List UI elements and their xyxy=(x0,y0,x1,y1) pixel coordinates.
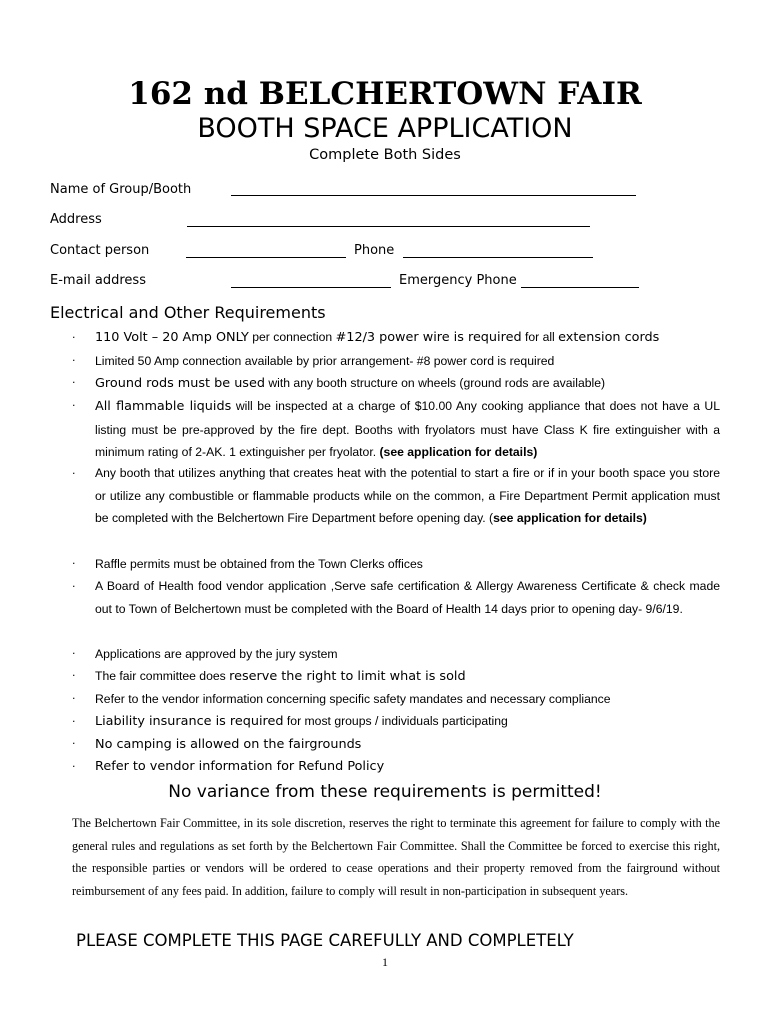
group-booth-label: Name of Group/Booth xyxy=(50,182,192,197)
phone-label: Phone xyxy=(354,243,395,258)
address-field[interactable] xyxy=(187,226,590,227)
req-ground-rods: Ground rods must be used with any booth structure on wheels (ground rods are available) xyxy=(95,376,606,391)
bullet: · xyxy=(72,669,76,682)
bullet: · xyxy=(72,331,76,344)
req-electrical: 110 Volt – 20 Amp ONLY per connection #12/3 power wire is required for all extension cords xyxy=(95,330,660,345)
email-label: E-mail address xyxy=(50,273,146,288)
bullet: · xyxy=(72,737,76,750)
req-50-amp: Limited 50 Amp connection available by prior arrangement- #8 power cord is required xyxy=(95,354,555,368)
bullet: · xyxy=(72,760,76,773)
bullet: · xyxy=(72,376,76,389)
phone-field[interactable] xyxy=(403,257,593,258)
complete-instruction: PLEASE COMPLETE THIS PAGE CAREFULLY AND COMPLETELY xyxy=(76,931,574,950)
disclaimer-paragraph: The Belchertown Fair Committee, in its sole discretion, reserves the right to terminate this agreement for failure to comply with the general rules and regulations as set forth by the Belchertown Fair Committee. Shall the Committee be forced to exercise this right, the responsible parties or vendors will be ordered to cease operations and their property removed from the fairground without reimbursement of any fees paid. In addition, failure to comply will result in non-participation in subsequent years. xyxy=(72,816,720,898)
contact-person-label: Contact person xyxy=(50,243,150,258)
fair-title: 162 nd BELCHERTOWN FAIR xyxy=(128,76,642,112)
req-jury-system: Applications are approved by the jury system xyxy=(95,647,338,661)
emergency-phone-label: Emergency Phone xyxy=(399,273,517,288)
group-booth-field[interactable] xyxy=(231,195,636,196)
page-number: 1 xyxy=(382,955,388,969)
bullet: · xyxy=(72,354,76,367)
emergency-phone-field[interactable] xyxy=(521,287,639,288)
req-refund-policy: Refer to vendor information for Refund Policy xyxy=(95,759,385,774)
no-variance-notice: No variance from these requirements is permitted! xyxy=(168,782,602,802)
requirements-heading: Electrical and Other Requirements xyxy=(50,303,326,322)
bullet: · xyxy=(72,692,76,705)
bullet: · xyxy=(72,580,76,593)
bullet: · xyxy=(72,557,76,570)
req-fire-permit: Any booth that utilizes anything that creates heat with the potential to start a fire or if in your booth space you store or utilize any combustible or flammable products while on the common, a Fire Department Permit application must be completed with the Belchertown Fire Department before opening day. (see application for details) xyxy=(95,466,720,525)
bullet: · xyxy=(72,467,76,480)
email-field[interactable] xyxy=(231,287,391,288)
req-no-camping: No camping is allowed on the fairgrounds xyxy=(95,737,362,752)
req-limit-sold: The fair committee does reserve the right to limit what is sold xyxy=(95,669,466,684)
req-flammable-liquids: All flammable liquids will be inspected at a charge of $10.00 Any cooking appliance that does not have a UL listing must be pre-approved by the fire dept. Booths with fryolators must have Class K fire extinguisher with a minimum rating of 2-AK. 1 extinguisher per fryolator. (see application for details) xyxy=(95,399,720,459)
req-board-of-health: A Board of Health food vendor application ,Serve safe certification & Allergy Awareness Certificate & check made out to Town of Belchertown must be completed with the Board of Health 14 days prior to opening day- 9/6/19. xyxy=(95,579,720,616)
req-liability-insurance: Liability insurance is required for most groups / individuals participating xyxy=(95,714,508,729)
form-note: Complete Both Sides xyxy=(309,147,461,163)
req-safety-mandates: Refer to the vendor information concerning specific safety mandates and necessary compliance xyxy=(95,692,611,706)
bullet: · xyxy=(72,647,76,660)
form-title: BOOTH SPACE APPLICATION xyxy=(197,113,573,144)
bullet: · xyxy=(72,399,76,412)
req-raffle-permits: Raffle permits must be obtained from the Town Clerks offices xyxy=(95,557,423,571)
contact-person-field[interactable] xyxy=(186,257,346,258)
address-label: Address xyxy=(50,212,102,227)
bullet: · xyxy=(72,715,76,728)
